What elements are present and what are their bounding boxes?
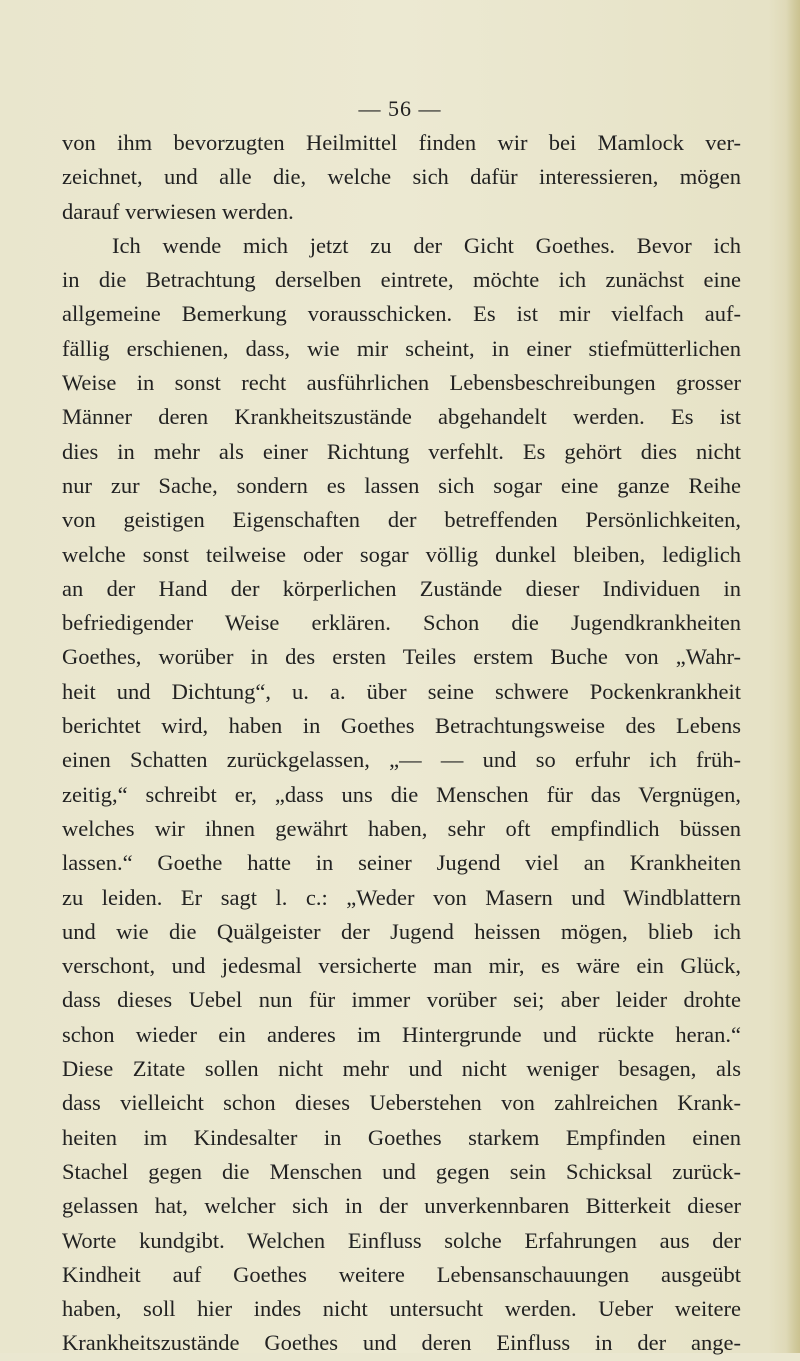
text-line: dies in mehr als einer Richtung verfehlt. Es gehört dies nicht [62, 438, 741, 464]
text-line: Weise in sonst recht ausführlichen Lebensbeschreibungen grosser [62, 370, 741, 396]
text-line: berichtet wird, haben in Goethes Betrachtungsweise des Lebens [62, 713, 741, 739]
text-line: welches wir ihnen gewährt haben, sehr oft empfindlich büssen [62, 815, 741, 841]
text-line: Ich wende mich jetzt zu der Gicht Goethes. Bevor ich [112, 232, 741, 258]
text-line: dass dieses Uebel nun für immer vorüber sei; aber leider drohte [62, 987, 741, 1013]
text-line: heiten im Kindesalter in Goethes starkem Empfinden einen [62, 1124, 741, 1150]
text-line: Kindheit auf Goethes weitere Lebensanschauungen ausgeübt [62, 1261, 741, 1287]
page-number: — 56 — [358, 96, 442, 121]
text-line: Stachel gegen die Menschen und gegen sein Schicksal zurück- [62, 1158, 741, 1184]
text-line: nur zur Sache, sondern es lassen sich sogar eine ganze Reihe [62, 472, 741, 498]
text-line: Männer deren Krankheitszustände abgehandelt werden. Es ist [62, 404, 741, 430]
text-line: fällig erschienen, dass, wie mir scheint, in einer stiefmütterlichen [62, 335, 741, 361]
text-line: Worte kundgibt. Welchen Einfluss solche Erfahrungen aus der [62, 1227, 741, 1253]
text-line: zu leiden. Er sagt l. c.: „Weder von Masern und Windblattern [62, 884, 741, 910]
text-line: zeichnet, und alle die, welche sich dafür interessieren, mögen [62, 164, 741, 190]
text-line: und wie die Quälgeister der Jugend heissen mögen, blieb ich [62, 918, 741, 944]
text-line: in die Betrachtung derselben eintrete, möchte ich zunächst eine [62, 267, 741, 293]
text-line: dass vielleicht schon dieses Ueberstehen von zahlreichen Krank- [62, 1090, 741, 1116]
text-line: Krankheitszustände Goethes und deren Einfluss in der ange- [62, 1330, 741, 1356]
text-line: verschont, und jedesmal versicherte man mir, es wäre ein Glück, [62, 953, 741, 979]
text-line: an der Hand der körperlichen Zustände dieser Individuen in [62, 575, 741, 601]
text-line: Goethes, worüber in des ersten Teiles erstem Buche von „Wahr- [62, 644, 741, 670]
text-line: zeitig,“ schreibt er, „dass uns die Menschen für das Vergnügen, [62, 781, 741, 807]
text-line: befriedigender Weise erklären. Schon die Jugendkrankheiten [62, 610, 741, 636]
text-line: darauf verwiesen werden. [62, 198, 294, 224]
text-line: welche sonst teilweise oder sogar völlig dunkel bleiben, lediglich [62, 541, 741, 567]
body-text [62, 126, 741, 1361]
text-line: von ihm bevorzugten Heilmittel finden wir bei Mamlock ver- [62, 130, 741, 155]
page-edge-shadow [786, 0, 800, 1353]
text-line: gelassen hat, welcher sich in der unverkennbaren Bitterkeit dieser [62, 1193, 741, 1219]
text-line: einen Schatten zurückgelassen, „— — und so erfuhr ich früh- [62, 747, 741, 773]
text-line: schon wieder ein anderes im Hintergrunde und rückte heran.“ [62, 1021, 741, 1047]
text-line: Diese Zitate sollen nicht mehr und nicht weniger besagen, als [62, 1056, 741, 1082]
text-line: von geistigen Eigenschaften der betreffenden Persönlichkeiten, [62, 507, 741, 533]
text-line: haben, soll hier indes nicht untersucht werden. Ueber weitere [62, 1296, 741, 1322]
text-line: allgemeine Bemerkung vorausschicken. Es ist mir vielfach auf- [62, 301, 741, 327]
text-line: lassen.“ Goethe hatte in seiner Jugend viel an Krankheiten [62, 850, 741, 876]
text-line: heit und Dichtung“, u. a. über seine schwere Pockenkrankheit [62, 678, 741, 704]
